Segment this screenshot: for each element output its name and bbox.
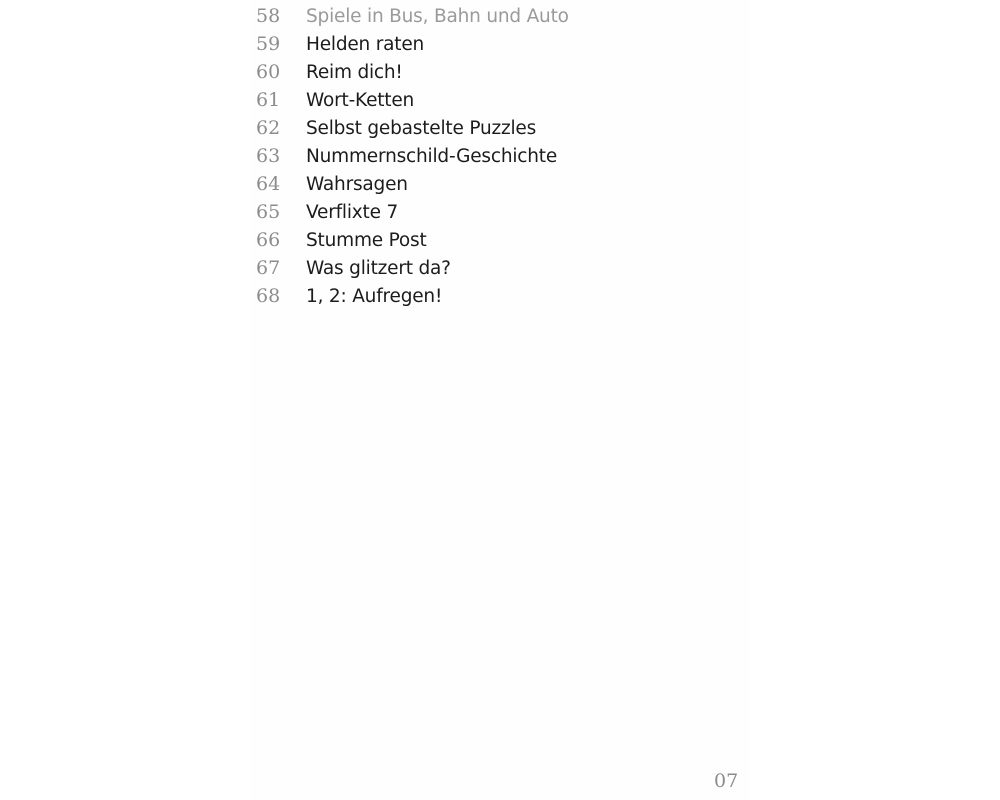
toc-entry[interactable] — [256, 198, 569, 226]
table-of-contents — [256, 2, 569, 310]
toc-page-number: 64 — [256, 173, 281, 195]
toc-page-number: 68 — [256, 285, 281, 307]
toc-entry-title: Spiele in Bus, Bahn und Auto — [306, 6, 569, 27]
toc-page-number: 58 — [256, 5, 281, 27]
toc-entry-title: 1, 2: Aufregen! — [306, 286, 443, 307]
toc-entry-title: Verflixte 7 — [306, 202, 399, 223]
toc-page-number: 65 — [256, 201, 281, 223]
toc-entry-title: Reim dich! — [306, 62, 403, 83]
toc-entry-title: Selbst gebastelte Puzzles — [306, 118, 537, 139]
toc-entry-title: Was glitzert da? — [306, 258, 451, 279]
toc-page-number: 67 — [256, 257, 281, 279]
toc-page-number: 59 — [256, 33, 281, 55]
toc-entry-title: Wort-Ketten — [306, 90, 415, 111]
toc-entry[interactable] — [256, 170, 569, 198]
toc-entry-title: Helden raten — [306, 34, 425, 55]
toc-entry[interactable] — [256, 58, 569, 86]
toc-entry-title: Nummernschild-Geschichte — [306, 146, 558, 167]
toc-entry[interactable] — [256, 30, 569, 58]
page-folio: 07 — [714, 770, 739, 792]
toc-entry-title: Wahrsagen — [306, 174, 408, 195]
toc-entry[interactable] — [256, 114, 569, 142]
toc-page-number: 61 — [256, 89, 281, 111]
toc-page-number: 62 — [256, 117, 281, 139]
toc-entry[interactable] — [256, 86, 569, 114]
toc-entry[interactable] — [256, 142, 569, 170]
toc-entry-section-heading[interactable] — [256, 2, 569, 30]
toc-page-number: 66 — [256, 229, 281, 251]
toc-entry[interactable] — [256, 226, 569, 254]
toc-page-number: 63 — [256, 145, 281, 167]
toc-page-number: 60 — [256, 61, 281, 83]
toc-entry-title: Stumme Post — [306, 230, 427, 251]
toc-entry[interactable] — [256, 282, 569, 310]
toc-entry[interactable] — [256, 254, 569, 282]
